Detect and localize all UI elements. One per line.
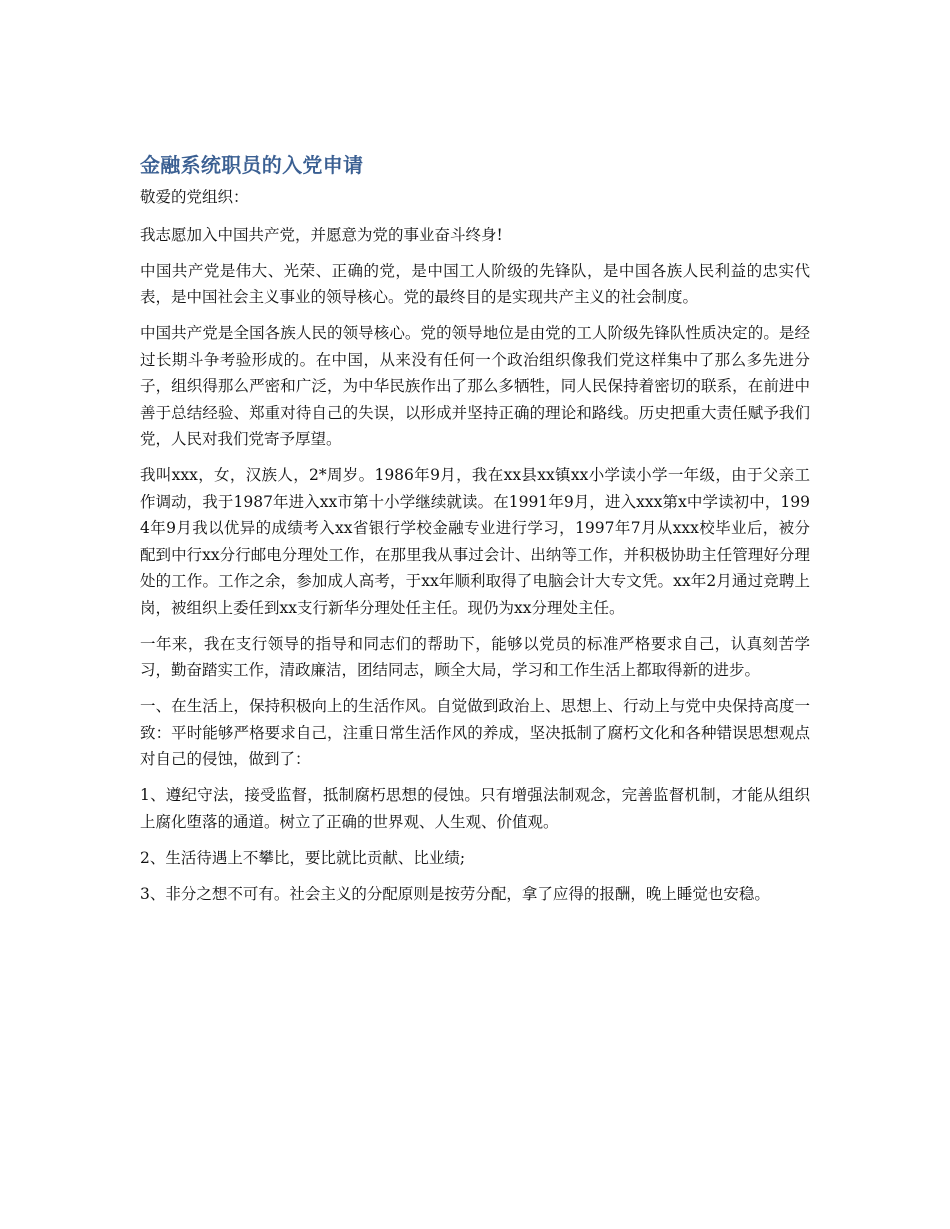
paragraph: 中国共产党是全国各族人民的领导核心。党的领导地位是由党的工人阶级先锋队性质决定的。是经过长期斗争考验形成的。在中国，从来没有任何一个政治组织像我们党这样集中了那么多先进分子，组织得那么严密和广泛，为中华民族作出了那么多牺牲，同人民保持着密切的联系，在前进中善于总结经验、郑重对待自己的失误，以形成并坚持正确的理论和路线。历史把重大责任赋予我们党，人民对我们党寄予厚望。 xyxy=(140,324,810,448)
document-body xyxy=(140,150,810,917)
paragraph: 一、在生活上，保持积极向上的生活作风。自觉做到政治上、思想上、行动上与党中央保持高度一致：平时能够严格要求自己，注重日常生活作风的养成，坚决抵制了腐朽文化和各种错误思想观点对自己的侵蚀，做到了： xyxy=(140,697,810,768)
list-item: 2、生活待遇上不攀比，要比就比贡献、比业绩; xyxy=(140,848,466,867)
paragraph: 我志愿加入中国共产党，并愿意为党的事业奋斗终身! xyxy=(140,225,503,244)
list-item: 3、非分之想不可有。社会主义的分配原则是按劳分配，拿了应得的报酬，晚上睡觉也安稳。 xyxy=(140,884,770,903)
list-item: 1、遵纪守法，接受监督，抵制腐朽思想的侵蚀。只有增强法制观念，完善监督机制，才能从组织上腐化堕落的通道。树立了正确的世界观、人生观、价值观。 xyxy=(140,786,810,831)
document-title: 金融系统职员的入党申请 xyxy=(140,153,364,177)
paragraph: 中国共产党是伟大、光荣、正确的党，是中国工人阶级的先锋队，是中国各族人民利益的忠实代表，是中国社会主义事业的领导核心。党的最终目的是实现共产主义的社会制度。 xyxy=(140,261,810,306)
salutation: 敬爱的党组织： xyxy=(140,188,249,206)
paragraph: 我叫xxx，女，汉族人，2*周岁。1986年9月，我在xx县xx镇xx小学读小学一年级，由于父亲工作调动，我于1987年进入xx市第十小学继续就读。在1991年9月，进入xxx第x中学读初中，1994年9月我以优异的成绩考入xx省银行学校金融专业进行学习，1997年7月从xxx校毕业后，被分配到中行xx分行邮电分理处工作，在那里我从事过会计、出纳等工作，并积极协助主任管理好分理处的工作。工作之余，参加成人高考，于xx年顺利取得了电脑会计大专文凭。xx年2月通过竞聘上岗，被组织上委任到xx支行新华分理处任主任。现仍为xx分理处主任。 xyxy=(140,466,810,617)
paragraph: 一年来，我在支行领导的指导和同志们的帮助下，能够以党员的标准严格要求自己，认真刻苦学习，勤奋踏实工作，清政廉洁，团结同志，顾全大局，学习和工作生活上都取得新的进步。 xyxy=(140,634,810,679)
